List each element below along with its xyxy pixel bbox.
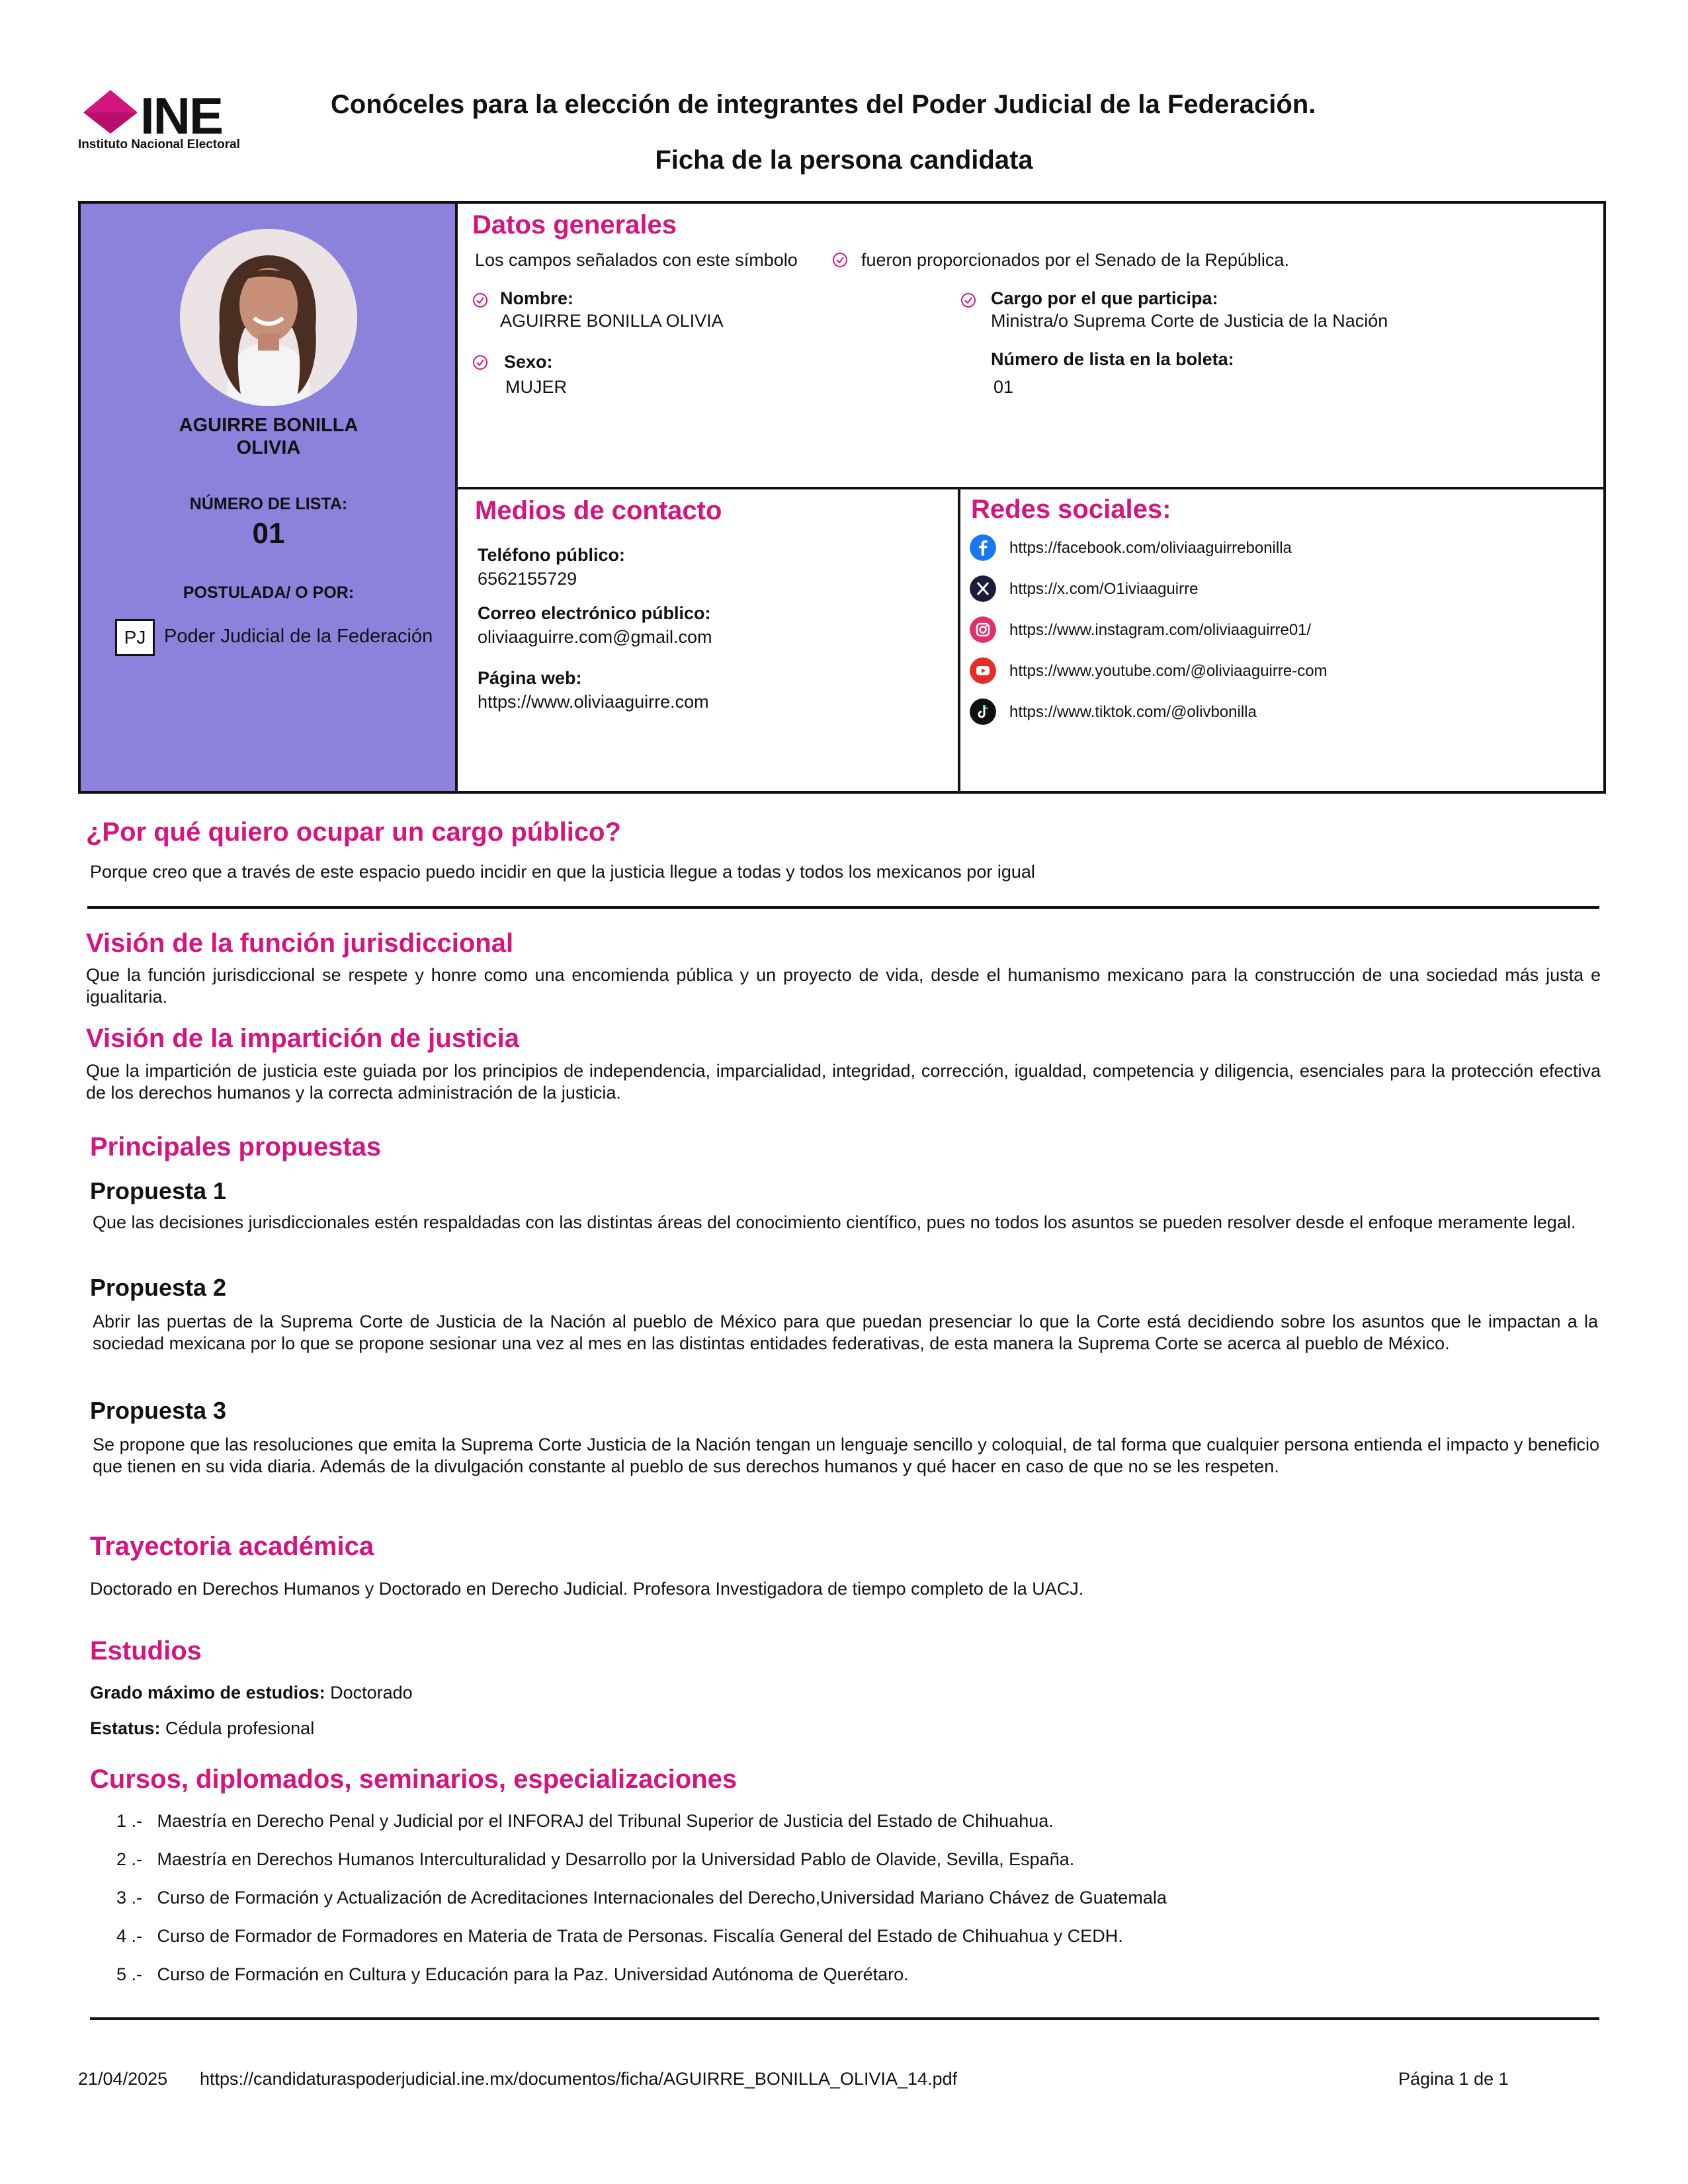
senate-check-icon xyxy=(472,355,488,370)
contacto-title: Medios de contacto xyxy=(475,496,722,525)
divider xyxy=(958,487,960,794)
footer-date: 21/04/2025 xyxy=(78,2069,168,2089)
list-item-number: 2 .- xyxy=(116,1849,143,1869)
instagram-url: https://www.instagram.com/oliviaaguirre01/ xyxy=(1009,621,1312,639)
datos-note-before: Los campos señalados con este símbolo xyxy=(475,250,798,270)
vision-imparticion-text: Que la impartición de justicia este guiada por los principios de independencia, imparcialidad, integridad, corrección, igualdad, competencia y diligencia, esenciales para la protección efectiva de los derechos humanos y la correcta administración de la justicia. xyxy=(86,1061,1601,1103)
list-item-text: Curso de Formador de Formadores en Materia de Trata de Personas. Fiscalía General del Estado de Chihuahua y CEDH. xyxy=(157,1926,1123,1946)
x-url: https://x.com/O1iviaaguirre xyxy=(1009,580,1199,598)
cursos-title: Cursos, diplomados, seminarios, especializaciones xyxy=(90,1765,738,1794)
page-subtitle-wrap xyxy=(0,146,1688,175)
datos-generales-title: Datos generales xyxy=(472,210,677,239)
list-item xyxy=(116,1888,1167,1908)
list-item xyxy=(116,1964,909,1985)
postulated-label: POSTULADA/ O POR: xyxy=(183,583,355,602)
list-item-number: 1 .- xyxy=(116,1811,143,1831)
vision-funcion-text: Que la función jurisdiccional se respete y honre como una encomienda pública y un proyecto de vida, desde el humanismo mexicano para la construcción de una sociedad más justa e igualitaria. xyxy=(86,965,1601,1007)
instagram-icon xyxy=(970,616,996,643)
propuesta-2-text: Abrir las puertas de la Suprema Corte de Justicia de la Nación al pueblo de México para que puedan presenciar lo que la Corte está decidiendo sobre los asuntos que le impactan a la sociedad mexicana por lo que se propone sesionar una vez al mes en las distintas entidades federativas, de esta manera la Suprema Corte se acerca al pueblo de México. xyxy=(93,1312,1598,1353)
nombre-label: Nombre: xyxy=(500,288,574,308)
vision-imparticion-title: Visión de la impartición de justicia xyxy=(86,1024,519,1053)
redes-title: Redes sociales: xyxy=(971,495,1171,524)
estatus-row xyxy=(90,1718,314,1739)
list-item-text: Curso de Formación en Cultura y Educación para la Paz. Universidad Autónoma de Querétaro. xyxy=(157,1964,909,1984)
cargo-value: Ministra/o Suprema Corte de Justicia de la Nación xyxy=(991,311,1388,331)
footer-url[interactable]: https://candidaturaspoderjudicial.ine.mx/documentos/ficha/AGUIRRE_BONILLA_OLIVIA_14.pdf xyxy=(200,2069,958,2089)
grado-label: Grado máximo de estudios: xyxy=(90,1683,325,1702)
list-item-text: Curso de Formación y Actualización de Acreditaciones Internacionales del Derecho,Universidad Mariano Chávez de Guatemala xyxy=(157,1888,1167,1908)
trayectoria-title: Trayectoria académica xyxy=(90,1532,374,1561)
candidate-name xyxy=(81,414,456,459)
ine-logo-icon xyxy=(82,89,139,135)
cargo-label: Cargo por el que participa: xyxy=(991,288,1218,308)
telefono-label: Teléfono público: xyxy=(478,545,625,565)
correo-value: oliviaaguirre.com@gmail.com xyxy=(478,627,712,647)
correo-label: Correo electrónico público: xyxy=(478,603,711,623)
tiktok-url: https://www.tiktok.com/@olivbonilla xyxy=(1009,703,1257,721)
propuesta-3-title: Propuesta 3 xyxy=(90,1397,227,1424)
footer-page: Página 1 de 1 xyxy=(1398,2069,1509,2089)
por-que-text: Porque creo que a través de este espacio puedo incidir en que la justicia llegue a todas y todos los mexicanos por igual xyxy=(90,862,1035,882)
ine-logo-text: INE xyxy=(140,87,223,145)
page-subtitle: Ficha de la persona candidata xyxy=(655,146,1033,175)
list-item-number: 5 .- xyxy=(116,1964,143,1984)
nombre-value: AGUIRRE BONILLA OLIVIA xyxy=(500,311,724,331)
list-item xyxy=(116,1926,1123,1947)
list-item-number: 4 .- xyxy=(116,1926,143,1946)
vision-funcion-title: Visión de la función jurisdiccional xyxy=(86,929,514,958)
grado-value: Doctorado xyxy=(330,1683,413,1702)
party-badge: PJ xyxy=(115,619,155,656)
datos-note-after: fueron proporcionados por el Senado de la República. xyxy=(861,250,1289,270)
youtube-url: https://www.youtube.com/@oliviaaguirre-com xyxy=(1009,662,1328,680)
list-item xyxy=(116,1849,1074,1870)
numero-lista-value: 01 xyxy=(993,377,1014,397)
propuesta-1-text: Que las decisiones jurisdiccionales estén respaldadas con las distintas áreas del conocimiento científico, pues no todos los asuntos se pueden resolver desde el enfoque meramente legal. xyxy=(93,1212,1576,1232)
list-item-number: 3 .- xyxy=(116,1888,143,1908)
list-number-label: NÚMERO DE LISTA: xyxy=(189,495,348,513)
candidate-photo xyxy=(180,229,357,406)
facebook-url: https://facebook.com/oliviaaguirrebonilla xyxy=(1009,539,1292,557)
estatus-value: Cédula profesional xyxy=(165,1718,315,1738)
facebook-icon xyxy=(970,534,996,561)
list-number: 01 xyxy=(252,517,285,550)
page-title: Conóceles para la elección de integrantes del Poder Judicial de la Federación. xyxy=(331,90,1316,119)
party-name: Poder Judicial de la Federación xyxy=(164,626,433,647)
list-item xyxy=(116,1811,1054,1831)
grado-row xyxy=(90,1683,413,1703)
propuesta-2-title: Propuesta 2 xyxy=(90,1274,227,1301)
telefono-value: 6562155729 xyxy=(478,569,577,589)
tiktok-icon xyxy=(970,698,996,725)
propuesta-3-text: Se propone que las resoluciones que emita la Suprema Corte Justicia de la Nación tengan un lenguaje sencillo y coloquial, de tal forma que cualquier persona entienda el impacto y beneficio que tienen en su vida diaria. Además de la divulgación constante al pueblo de sus derechos humanos y qué hacer en caso de que no se les respeten. xyxy=(93,1435,1599,1476)
numero-lista-label: Número de lista en la boleta: xyxy=(991,349,1234,369)
estudios-title: Estudios xyxy=(90,1636,202,1665)
candidate-name-line1: AGUIRRE BONILLA xyxy=(179,415,359,436)
x-icon xyxy=(970,575,996,602)
ine-logo-subtitle: Instituto Nacional Electoral xyxy=(78,138,240,151)
web-label: Página web: xyxy=(478,668,582,688)
candidate-name-line2: OLIVIA xyxy=(236,437,301,458)
divider xyxy=(455,487,1606,489)
senate-check-icon xyxy=(832,252,848,268)
trayectoria-text: Doctorado en Derechos Humanos y Doctorado en Derecho Judicial. Profesora Investigadora de tiempo completo de la UACJ. xyxy=(90,1579,1084,1599)
senate-check-icon xyxy=(472,292,488,308)
list-item-text: Maestría en Derechos Humanos Interculturalidad y Desarrollo por la Universidad Pablo de Olavide, Sevilla, España. xyxy=(157,1849,1075,1869)
list-item-text: Maestría en Derecho Penal y Judicial por el INFORAJ del Tribunal Superior de Justicia del Estado de Chihuahua. xyxy=(157,1811,1054,1831)
por-que-title: ¿Por qué quiero ocupar un cargo público? xyxy=(86,818,621,847)
section-rule xyxy=(90,2017,1599,2020)
estatus-label: Estatus: xyxy=(90,1718,161,1738)
sexo-label: Sexo: xyxy=(504,352,553,372)
propuestas-title: Principales propuestas xyxy=(90,1132,382,1161)
propuesta-1-title: Propuesta 1 xyxy=(90,1177,227,1204)
sexo-value: MUJER xyxy=(505,377,567,397)
section-rule xyxy=(87,906,1599,909)
senate-check-icon xyxy=(960,292,976,308)
web-value: https://www.oliviaaguirre.com xyxy=(478,692,709,712)
youtube-icon xyxy=(970,657,996,684)
